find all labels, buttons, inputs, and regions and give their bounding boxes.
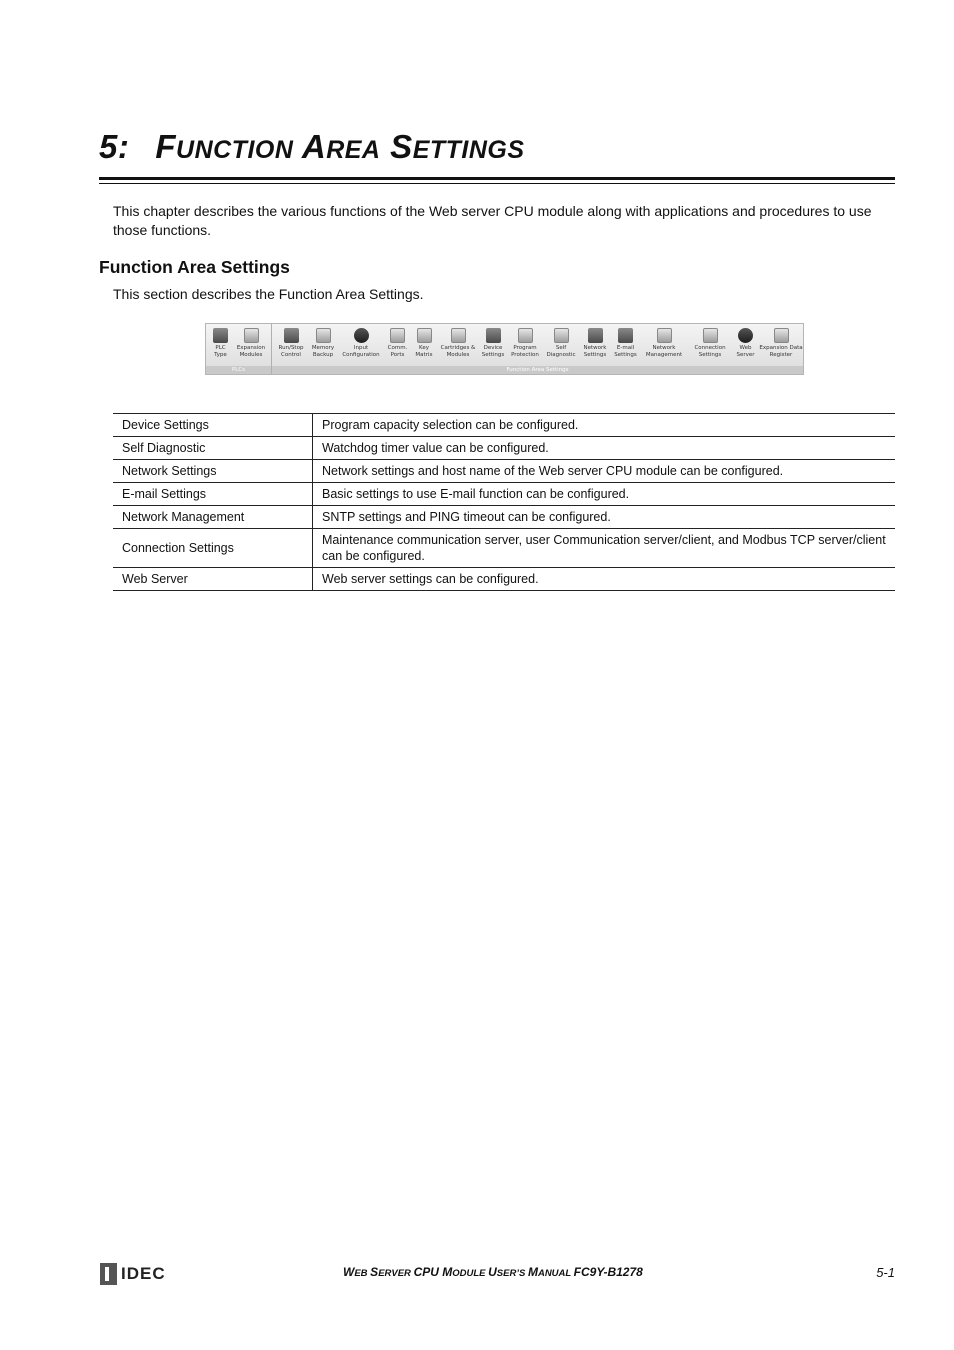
ribbon-group-function-area-settings [272, 324, 803, 374]
button-label: Memory Backup [311, 345, 335, 358]
table-row [113, 483, 895, 506]
setting-description: Network settings and host name of the Web server CPU module can be configured. [313, 460, 896, 483]
setting-description: Watchdog timer value can be configured. [313, 437, 896, 460]
program-protection-icon [518, 328, 533, 343]
logo-mark-icon [100, 1263, 117, 1285]
setting-name: E-mail Settings [113, 483, 313, 506]
chapter-number: 5: [99, 128, 130, 165]
memory-backup-icon [316, 328, 331, 343]
network-management-button[interactable] [641, 326, 687, 364]
self-diagnostic-button[interactable] [543, 326, 579, 364]
button-label: Run/Stop Control [278, 345, 304, 358]
title-cap: F [155, 128, 177, 165]
title-rule-thick [99, 177, 895, 180]
intro-paragraph: This chapter describes the various functions of the Web server CPU module along with applications and procedures to use those functions. [113, 203, 872, 238]
comm-ports-button[interactable] [385, 326, 410, 364]
table-row [113, 437, 895, 460]
footer-cap: CPU M [413, 1265, 453, 1279]
key-matrix-icon [417, 328, 432, 343]
footer-manual-title [343, 1265, 643, 1279]
table-row [113, 529, 895, 568]
button-label: Comm. Ports [387, 345, 408, 358]
footer-rest: ERVER [378, 1268, 414, 1279]
cartridges-modules-button[interactable] [438, 326, 478, 364]
chapter-title [99, 128, 525, 166]
footer-cap: U [488, 1265, 497, 1279]
table-row [113, 506, 895, 529]
table-row [113, 414, 895, 437]
web-server-icon [738, 328, 753, 343]
setting-name: Network Settings [113, 460, 313, 483]
cartridges-icon [451, 328, 466, 343]
setting-description: SNTP settings and PING timeout can be configured. [313, 506, 896, 529]
footer-cap: W [343, 1265, 355, 1279]
ribbon-group-plcs [206, 324, 272, 374]
expansion-modules-icon [244, 328, 259, 343]
expansion-data-register-button[interactable] [759, 326, 803, 364]
setting-name: Connection Settings [113, 529, 313, 568]
title-rest: ETTINGS [412, 136, 525, 164]
button-label: Expansion Data Register [759, 345, 803, 358]
expansion-data-register-icon [774, 328, 789, 343]
button-label: E-mail Settings [614, 345, 637, 358]
network-settings-icon [588, 328, 603, 343]
button-label: Expansion Modules [236, 345, 266, 358]
footer-rest: ANUAL [537, 1268, 574, 1279]
button-label: Key Matrix [415, 345, 433, 358]
function-area-table [113, 413, 895, 591]
title-rest: REA [326, 136, 381, 164]
button-label: Self Diagnostic [546, 345, 576, 358]
plc-type-button[interactable] [208, 326, 233, 364]
button-label: PLC Type [214, 345, 227, 358]
footer-rest: EB [354, 1268, 371, 1279]
run-stop-icon [284, 328, 299, 343]
setting-description: Web server settings can be configured. [313, 568, 896, 591]
setting-description: Program capacity selection can be configured. [313, 414, 896, 437]
memory-backup-button[interactable] [309, 326, 337, 364]
input-configuration-button[interactable] [338, 326, 384, 364]
button-label: Web Server [736, 345, 755, 358]
network-settings-button[interactable] [580, 326, 610, 364]
email-settings-icon [618, 328, 633, 343]
table-row [113, 568, 895, 591]
function-area-ribbon [205, 323, 804, 375]
title-cap: A [301, 128, 327, 165]
button-label: Connection Settings [694, 345, 726, 358]
title-rest: UNCTION [176, 136, 294, 164]
device-settings-button[interactable] [479, 326, 507, 364]
plc-type-icon [213, 328, 228, 343]
input-configuration-icon [354, 328, 369, 343]
comm-ports-icon [390, 328, 405, 343]
self-diagnostic-icon [554, 328, 569, 343]
key-matrix-button[interactable] [411, 326, 437, 364]
button-label: Network Management [645, 345, 683, 358]
setting-description: Basic settings to use E-mail function can be configured. [313, 483, 896, 506]
group-label-plcs: PLCs [206, 366, 271, 374]
footer-rest: SER’S [496, 1268, 528, 1279]
web-server-button[interactable] [733, 326, 758, 364]
button-label: Device Settings [481, 345, 505, 358]
program-protection-button[interactable] [508, 326, 542, 364]
footer-cap: M [527, 1265, 538, 1279]
email-settings-button[interactable] [611, 326, 640, 364]
setting-name: Web Server [113, 568, 313, 591]
manual-code: FC9Y-B1278 [573, 1265, 643, 1279]
section-description: This section describes the Function Area Settings. [113, 286, 424, 302]
button-label: Cartridges & Modules [440, 345, 476, 358]
button-label: Input Configuration [342, 345, 380, 358]
run-stop-control-button[interactable] [274, 326, 308, 364]
connection-settings-icon [703, 328, 718, 343]
setting-name: Self Diagnostic [113, 437, 313, 460]
title-cap: S [390, 128, 413, 165]
button-label: Network Settings [583, 345, 607, 358]
footer-rest: ODULE [452, 1268, 489, 1279]
title-rule-thin [99, 183, 895, 184]
setting-description: Maintenance communication server, user Communication server/client, and Modbus TCP server/client can be configured. [313, 529, 896, 568]
table-row [113, 460, 895, 483]
page-number: 5-1 [876, 1265, 895, 1280]
connection-settings-button[interactable] [688, 326, 732, 364]
device-settings-icon [486, 328, 501, 343]
footer-cap: S [370, 1265, 379, 1279]
setting-name: Device Settings [113, 414, 313, 437]
section-heading: Function Area Settings [99, 257, 290, 277]
network-management-icon [657, 328, 672, 343]
setting-name: Network Management [113, 506, 313, 529]
group-label-function-area-settings: Function Area Settings [272, 366, 803, 374]
button-label: Program Protection [511, 345, 539, 358]
logo-text: IDEC [121, 1264, 166, 1283]
expansion-modules-button[interactable] [233, 326, 269, 364]
